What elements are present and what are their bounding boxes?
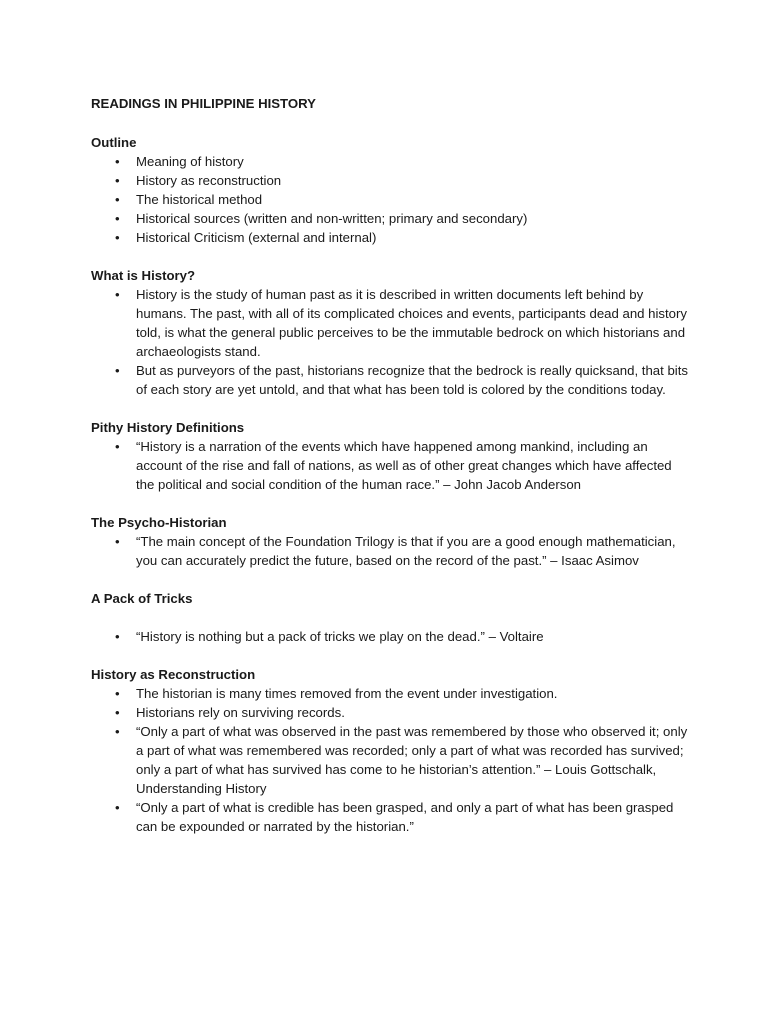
list-item xyxy=(91,627,691,646)
bullet-list xyxy=(91,285,691,399)
bullet-list xyxy=(91,437,691,494)
list-item xyxy=(91,722,691,798)
section-outline xyxy=(91,133,691,247)
document-title: READINGS IN PHILIPPINE HISTORY xyxy=(91,96,316,111)
list-item-text: Historians rely on surviving records. xyxy=(136,705,345,720)
list-item xyxy=(91,684,691,703)
section-what-is-history xyxy=(91,266,691,399)
bullet-list xyxy=(91,684,691,836)
bullet-icon: • xyxy=(115,230,120,245)
list-item-text: The historian is many times removed from the event under investigation. xyxy=(136,686,558,701)
bullet-icon: • xyxy=(115,724,120,739)
list-item xyxy=(91,209,691,228)
bullet-icon: • xyxy=(115,686,120,701)
bullet-icon: • xyxy=(115,154,120,169)
section-heading: Outline xyxy=(91,135,137,150)
section-heading: A Pack of Tricks xyxy=(91,591,193,606)
list-item-text: But as purveyors of the past, historians recognize that the bedrock is really quicksand, that bits of each story are yet untold, and that what has been told is colored by the conditions today. xyxy=(136,363,688,397)
list-item xyxy=(91,171,691,190)
list-item xyxy=(91,437,691,494)
section-heading: What is History? xyxy=(91,268,196,283)
list-item-text: “History is a narration of the events which have happened among mankind, including an account of the rise and fall of nations, as well as of other great changes which have affected the political and social condition of the human race.” – John Jacob Anderson xyxy=(136,439,672,492)
list-item-text: “Only a part of what was observed in the past was remembered by those who observed it; only a part of what was remembered was recorded; only a part of what was recorded has survived; only a part of what has survived has come to he historian’s attention.” – Louis Gottschalk, Understanding History xyxy=(136,724,688,796)
bullet-icon: • xyxy=(115,629,120,644)
section-heading: The Psycho-Historian xyxy=(91,515,227,530)
list-item-text: History is the study of human past as it is described in written documents left behind by humans. The past, with all of its complicated choices and events, participants dead and history told, is what the general public perceives to be the immutable bedrock on which historians and archaeologists stand. xyxy=(136,287,688,359)
section-pithy-definitions xyxy=(91,418,691,494)
list-item-text: The historical method xyxy=(136,192,263,207)
list-item-text: Historical sources (written and non-written; primary and secondary) xyxy=(136,211,528,226)
bullet-icon: • xyxy=(115,192,120,207)
list-item xyxy=(91,228,691,247)
bullet-icon: • xyxy=(115,800,120,815)
section-heading: Pithy History Definitions xyxy=(91,420,245,435)
list-item-text: Historical Criticism (external and internal) xyxy=(136,230,377,245)
bullet-list xyxy=(91,627,691,646)
list-item-text: Meaning of history xyxy=(136,154,244,169)
bullet-icon: • xyxy=(115,534,120,549)
list-item-text: “The main concept of the Foundation Trilogy is that if you are a good enough mathematician, you can accurately predict the future, based on the record of the past.” – Isaac Asimov xyxy=(136,534,676,568)
bullet-list xyxy=(91,532,691,570)
bullet-icon: • xyxy=(115,211,120,226)
document-body xyxy=(91,94,691,855)
bullet-icon: • xyxy=(115,705,120,720)
list-item xyxy=(91,190,691,209)
blank-line xyxy=(91,608,691,627)
bullet-icon: • xyxy=(115,287,120,302)
list-item xyxy=(91,798,691,836)
bullet-icon: • xyxy=(115,439,120,454)
list-item-text: “Only a part of what is credible has been grasped, and only a part of what has been grasped can be expounded or narrated by the historian.” xyxy=(136,800,674,834)
list-item xyxy=(91,703,691,722)
list-item xyxy=(91,152,691,171)
list-item xyxy=(91,532,691,570)
bullet-list xyxy=(91,152,691,247)
list-item xyxy=(91,361,691,399)
section-pack-of-tricks xyxy=(91,589,691,646)
list-item-text: History as reconstruction xyxy=(136,173,282,188)
bullet-icon: • xyxy=(115,173,120,188)
section-heading: History as Reconstruction xyxy=(91,667,256,682)
section-history-as-reconstruction xyxy=(91,665,691,836)
list-item xyxy=(91,285,691,361)
section-psycho-historian xyxy=(91,513,691,570)
bullet-icon: • xyxy=(115,363,120,378)
list-item-text: “History is nothing but a pack of tricks we play on the dead.” – Voltaire xyxy=(136,629,544,644)
